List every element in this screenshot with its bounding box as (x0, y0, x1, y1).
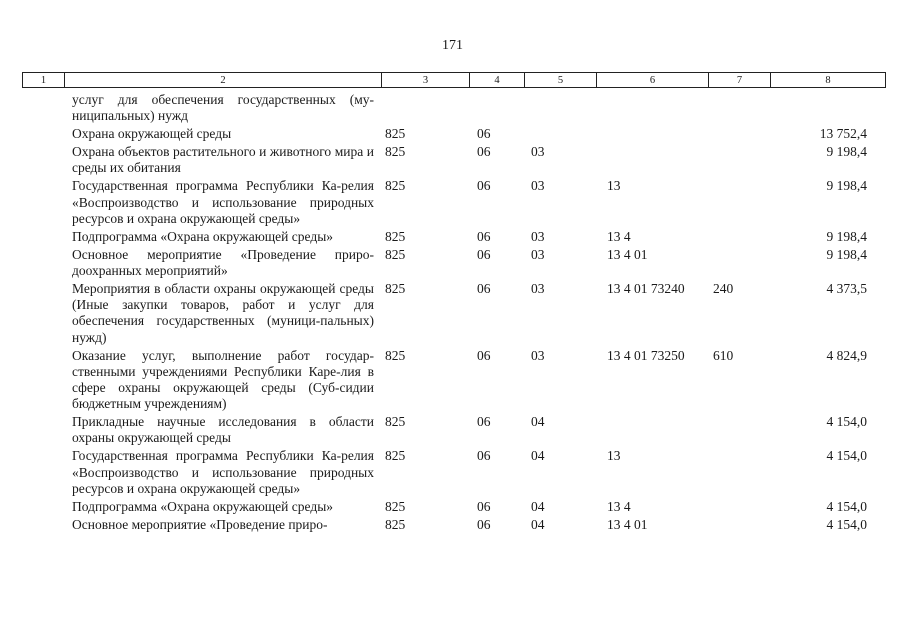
table-row (22, 178, 885, 227)
cell-c4: 06 (477, 228, 491, 244)
column-header: 5 (525, 73, 597, 88)
cell-c6: 13 4 (607, 228, 631, 244)
cell-c4: 06 (477, 126, 491, 142)
cell-c4: 06 (477, 246, 491, 262)
cell-c8: 4 154,0 (826, 516, 867, 532)
cell-c5: 03 (531, 144, 545, 160)
column-header: 3 (382, 73, 470, 88)
row-description: Подпрограмма «Охрана окружающей среды» (72, 498, 334, 514)
cell-c8: 9 198,4 (826, 144, 867, 160)
cell-c5: 03 (531, 178, 545, 194)
cell-c4: 06 (477, 516, 491, 532)
cell-c3: 825 (385, 414, 406, 430)
cell-c8: 9 198,4 (826, 178, 867, 194)
column-header: 1 (23, 73, 65, 88)
row-description: Прикладные научные исследования в области охраны окружающей среды (72, 414, 374, 446)
cell-c5: 03 (531, 246, 545, 262)
table-row (22, 281, 885, 346)
row-description: Охрана объектов растительного и животного мира и среды их обитания (72, 144, 374, 176)
cell-c3: 825 (385, 281, 406, 297)
cell-c5: 03 (531, 347, 545, 363)
cell-c4: 06 (477, 144, 491, 160)
column-header: 6 (597, 73, 709, 88)
table-row (22, 126, 885, 142)
cell-c8: 4 824,9 (826, 347, 867, 363)
cell-c6: 13 4 01 (607, 516, 648, 532)
column-header: 8 (771, 73, 886, 88)
row-description: Государственная программа Республики Ка-релия «Воспроизводство и использование природных ресурсов и охрана окружающей среды» (72, 448, 374, 496)
cell-c5: 04 (531, 516, 545, 532)
table-row (22, 247, 885, 279)
row-description: Основное мероприятие «Проведение приро-доохранных мероприятий» (72, 246, 374, 279)
cell-c8: 4 154,0 (826, 414, 867, 430)
row-description: Мероприятия в области охраны окружающей среды (Иные закупки товаров, работ и услуг для обеспечения государственных (муници-пальных) нужд) (72, 281, 374, 345)
cell-c3: 825 (385, 448, 406, 464)
cell-c3: 825 (385, 178, 406, 194)
cell-c3: 825 (385, 347, 406, 363)
table-row (22, 499, 885, 515)
cell-c8: 13 752,4 (819, 126, 867, 142)
cell-c4: 06 (477, 498, 491, 514)
column-header: 4 (470, 73, 525, 88)
cell-c8: 4 373,5 (826, 281, 867, 297)
cell-c3: 825 (385, 228, 406, 244)
cell-c4: 06 (477, 178, 491, 194)
table-row (22, 348, 885, 413)
cell-c6: 13 4 01 73240 (607, 281, 685, 297)
table-row (22, 144, 885, 176)
cell-c5: 04 (531, 414, 545, 430)
cell-c3: 825 (385, 516, 406, 532)
cell-c5: 04 (531, 448, 545, 464)
cell-c5: 04 (531, 498, 545, 514)
table-row (22, 448, 885, 497)
column-header: 2 (65, 73, 382, 88)
cell-c3: 825 (385, 126, 406, 142)
cell-c6: 13 (607, 448, 621, 464)
row-description: услуг для обеспечения государственных (му-ниципальных) нужд (72, 92, 374, 124)
cell-c4: 06 (477, 414, 491, 430)
cell-c4: 06 (477, 347, 491, 363)
row-description: Оказание услуг, выполнение работ государ-ственными учреждениями Республики Каре-лия в сфере охраны окружающей среды (Суб-сидии бюджетным учреждениям) (72, 347, 374, 412)
cell-c8: 9 198,4 (826, 246, 867, 262)
table-row (22, 92, 885, 124)
cell-c6: 13 4 (607, 498, 631, 514)
cell-c3: 825 (385, 498, 406, 514)
cell-c8: 4 154,0 (826, 448, 867, 464)
row-description: Основное мероприятие «Проведение приро- (72, 516, 328, 532)
row-description: Охрана окружающей среды (72, 126, 232, 142)
cell-c8: 9 198,4 (826, 228, 867, 244)
page-number: 171 (442, 38, 463, 53)
cell-c4: 06 (477, 281, 491, 297)
cell-c3: 825 (385, 144, 406, 160)
table-row (22, 517, 885, 533)
row-description: Подпрограмма «Охрана окружающей среды» (72, 228, 334, 244)
table-header (22, 72, 886, 88)
cell-c6: 13 4 01 (607, 246, 648, 262)
table-body (22, 92, 885, 535)
cell-c8: 4 154,0 (826, 498, 867, 514)
cell-c6: 13 4 01 73250 (607, 347, 685, 363)
cell-c5: 03 (531, 228, 545, 244)
cell-c7: 240 (713, 281, 734, 297)
cell-c4: 06 (477, 448, 491, 464)
cell-c7: 610 (713, 347, 734, 363)
cell-c3: 825 (385, 246, 406, 262)
row-description: Государственная программа Республики Ка-релия «Воспроизводство и использование природных ресурсов и охрана окружающей среды» (72, 178, 374, 226)
table-row (22, 229, 885, 245)
table-row (22, 414, 885, 446)
column-header: 7 (709, 73, 771, 88)
cell-c6: 13 (607, 178, 621, 194)
cell-c5: 03 (531, 281, 545, 297)
